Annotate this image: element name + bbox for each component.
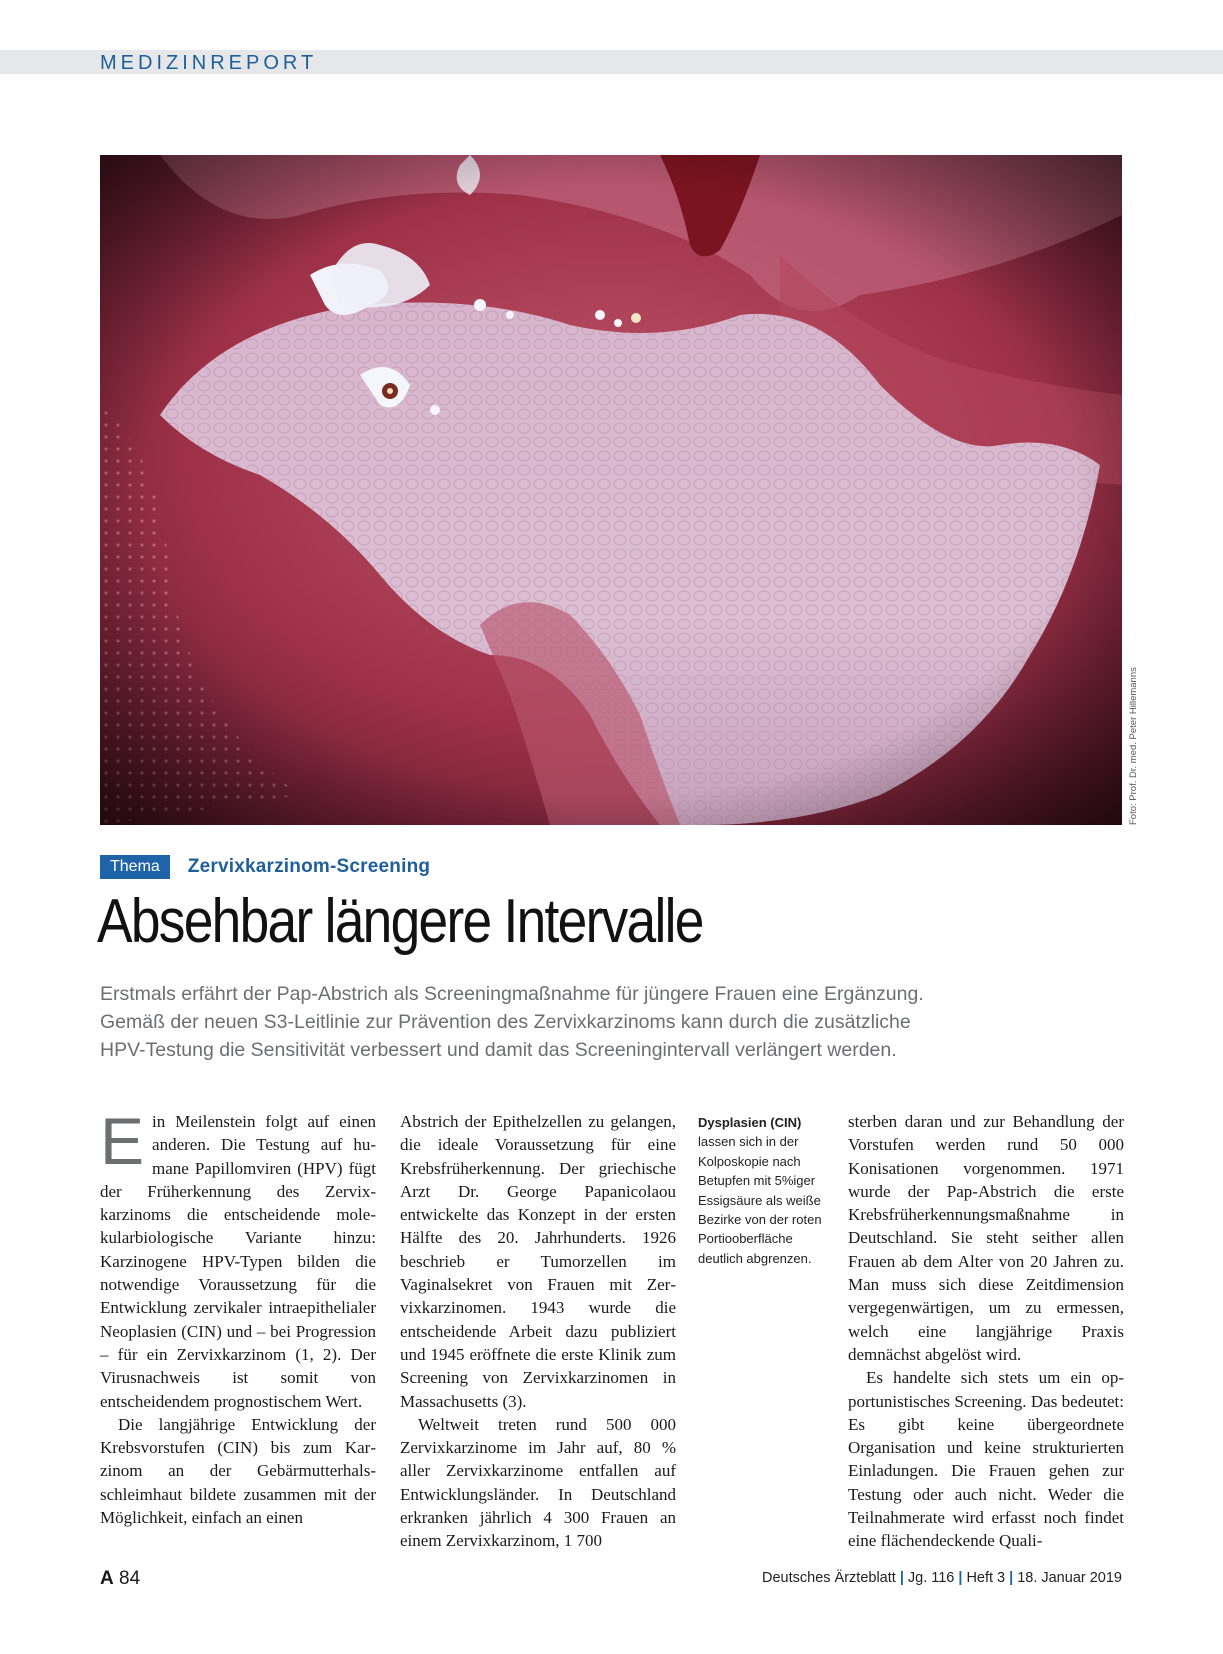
journal-issue: Heft 3: [966, 1570, 1006, 1586]
journal-date: 18. Januar 2019: [1017, 1570, 1122, 1586]
paragraph: Die langjährige Entwicklung der Krebsvorstufen (CIN) bis zum Karzinom an der Gebärmutterhalsschleimhaut bildete zusammen mit der Möglichkeit, einfach an einen: [100, 1414, 376, 1528]
separator: |: [899, 1570, 904, 1586]
paragraph: Es handelte sich stets um ein opportunistisches Screening. Das bedeutet: Es gibt keine übergeordnete Organisation und keine strukturierten Einladungen. Die Frauen gehen zur Testung oder auch nicht. Weder die Teilnahmerate wird erfasst noch findet eine flächendeckende Quali-: [848, 1368, 1124, 1551]
text-column-2: [400, 1110, 676, 1553]
paragraph: Abstrich der Epithelzellen zu gelangen, die ideale Voraussetzung für eine Krebsfrüherkennung. Der griechische Arzt Dr. George Papanicolaou entwickelte das Konzept in der ersten Hälfte des 20. Jahrhunderts. 1926 beschrieb er Tumorzellen im Vaginalsekret von Frauen mit Zervixkarzinomen. 1943 wurde die entscheidende Arbeit dazu publiziert und 1945 eröffnete die erste Klinik zum Screening von Zervixkarzinomen in Massachusetts (3).: [400, 1112, 676, 1411]
caption-body: lassen sich in der Kolposkopie nach Betupfen mit 5%iger Essigsäure als weiße Bezirke von der roten Portiooberfläche deutlich abgrenzen.: [698, 1134, 822, 1266]
lead-paragraph: Erstmals erfährt der Pap-Abstrich als Screeningmaßnahme für jüngere Frauen eine Ergänzung. Gemäß der neuen S3-Leitlinie zur Prävention des Zervixkarzinoms kann durch die zusätzliche HPV-Testung die Sensitivität verbessert und damit das Screeningintervall verlängert werden.: [100, 983, 924, 1061]
journal-name: Deutsches Ärzteblatt: [762, 1570, 896, 1586]
caption-heading: Dysplasien (CIN): [698, 1115, 802, 1130]
paragraph: in Meilenstein folgt auf einen anderen. Die Testung auf humane Papillomviren (HPV) fügt der Früherkennung des Zervixkarzinoms die entscheidende molekularbiologische Variante hinzu: Karzinogene HPV-Typen bilden die notwendige Voraussetzung für die Entwicklung zervikaler intraepithelialer Neoplasien (CIN) und – bei Progression – für ein Zervixkarzinom (1, 2). Der Virusnachweis ist somit von entscheidendem prognostischem Wert.: [100, 1112, 376, 1411]
paragraph: Weltweit treten rund 500 000 Zervixkarzinome im Jahr auf, 80 % aller Zervixkarzinome entfallen auf Entwicklungsländer. In Deutschland erkranken jährlich 4 300 Frauen an einem Zervixkarzinom, 1 700: [400, 1414, 676, 1551]
page-number-value: 84: [119, 1568, 141, 1589]
photo-caption: [698, 1113, 828, 1268]
thema-badge: Thema: [100, 855, 170, 879]
page-number: [100, 1568, 140, 1590]
drop-cap: E: [100, 1104, 145, 1178]
separator: |: [958, 1570, 963, 1586]
headline: Absehbar längere Intervalle: [97, 887, 703, 956]
journal-info: [762, 1570, 1122, 1586]
topic-row: [100, 855, 430, 879]
page-footer: [100, 1568, 1122, 1592]
colposcopy-photo: [100, 155, 1122, 825]
text-column-3: [848, 1110, 1124, 1553]
page-prefix: A: [100, 1568, 114, 1589]
section-label: MEDIZINREPORT: [100, 52, 318, 74]
separator: |: [1009, 1570, 1014, 1586]
paragraph: sterben daran und zur Behandlung der Vorstufen werden rund 50 000 Konisationen vorgenommen. 1971 wurde der Pap-Abstrich die erste Krebsfrüherkennungsmaßnahme in Deutschland. Sie steht seither allen Frauen ab dem Alter von 20 Jahren zu. Man muss sich diese Zeitdimension vergegenwärtigen, um zu ermessen, welch eine langjährige Praxis demnächst abgelöst wird.: [848, 1112, 1124, 1364]
text-column-1: [100, 1104, 376, 1529]
journal-volume: Jg. 116: [907, 1570, 955, 1586]
photo-credit: Foto: Prof. Dr. med. Peter Hillemanns: [1128, 667, 1139, 825]
topic-title: Zervixkarzinom-Screening: [187, 856, 431, 877]
